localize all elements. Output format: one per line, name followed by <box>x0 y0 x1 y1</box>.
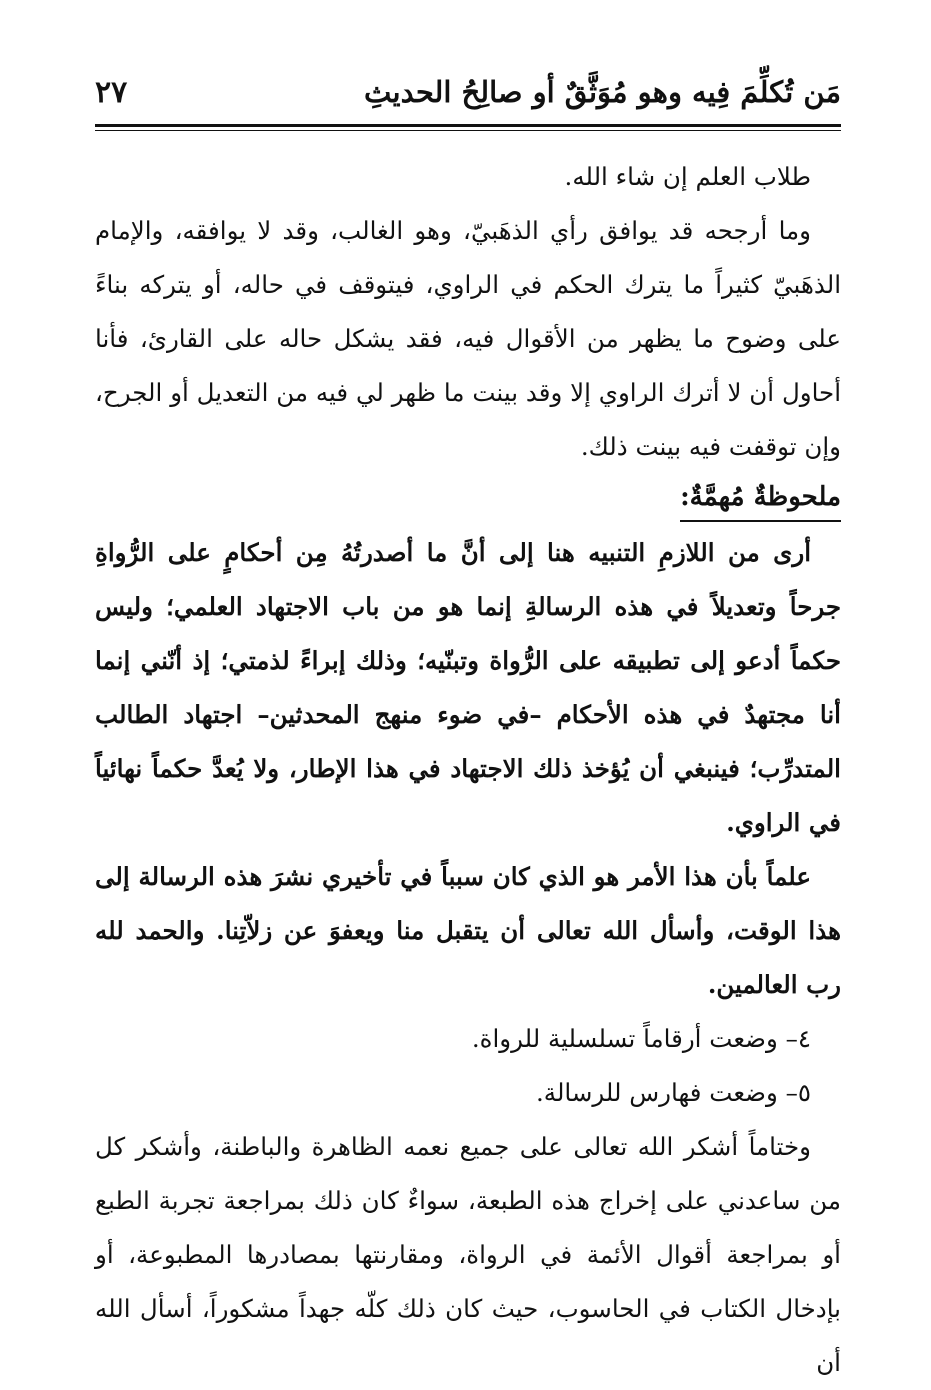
paragraph-closing: وختاماً أشكر الله تعالى على جميع نعمه الظاهرة والباطنة، وأشكر كل من ساعدني على إخراج هذه الطبعة، سواءٌ كان ذلك بمراجعة تجربة الطبع أو بمراجعة أقوال الأئمة في الرواة، ومقارنتها بمصادرها المطبوعة، أو بإدخال الكتاب في الحاسوب، حيث كان ذلك كلّه جهداً مشكوراً، أسأل الله أن <box>95 1132 841 1377</box>
header-rule-thick <box>95 124 841 127</box>
list-item-4: ٤– وضعت أرقاماً تسلسلية للرواة. <box>471 1024 811 1053</box>
paragraph-intro: طلاب العلم إن شاء الله. <box>564 162 811 191</box>
running-title: مَن تُكلِّمَ فِيه وهو مُوَثَّقٌ أو صالِحُ الحديثِ <box>364 75 841 109</box>
paragraph-note: أرى من اللازمِ التنبيه هنا إلى أنَّ ما أصدرتُهُ مِن أحكامٍ على الرُّواةِ جرحاً وتعديلاً في هذه الرسالةِ إنما هو من باب الاجتهاد العلمي؛ وليس حكماً أدعو إلى تطبيقه على الرُّواة وتبنّيه؛ وذلك إبراءً لذمتي؛ إذ أنّني إنما أنا مجتهدٌ في هذه الأحكام –في ضوء منهج المحدثين– اجتهاد الطالب المتدرِّب؛ فينبغي أن يُؤخذ ذلك الاجتهاد في هذا الإطار، ولا يُعدَّ حكماً نهائياً في الراوي. <box>95 538 841 837</box>
header-rule-thin <box>95 130 841 131</box>
paragraph-dhahabi: وما أرجحه قد يوافق رأي الذهَبيّ، وهو الغالب، وقد لا يوافقه، والإمام الذهَبيّ كثيراً ما يترك الحكم في الراوي، فيتوقف في حاله، أو يتركه بناءً على وضوح ما يظهر من الأقوال فيه، فقد يشكل حاله على القارئ، فأنا أحاول أن لا أترك الراوي إلا وقد بينت ما ظهر لي فيه من التعديل أو الجرح، وإن توقفت فيه بينت ذلك. <box>95 216 841 461</box>
paragraph-note-continued: علماً بأن هذا الأمر هو الذي كان سبباً في تأخيري نشرَ هذه الرسالة إلى هذا الوقت، وأسأل الله تعالى أن يتقبل منا ويعفوَ عن زلاّتِنا. والحمد لله رب العالمين. <box>95 862 841 999</box>
body-text <box>95 150 841 1390</box>
note-heading: ملحوظةٌ مُهمَّةٌ: <box>680 474 841 522</box>
list-item-5: ٥– وضعت فهارس للرسالة. <box>536 1078 811 1107</box>
page-header <box>95 62 841 122</box>
page-number: ٢٧ <box>95 74 128 110</box>
subheading-wrapper <box>95 474 841 526</box>
